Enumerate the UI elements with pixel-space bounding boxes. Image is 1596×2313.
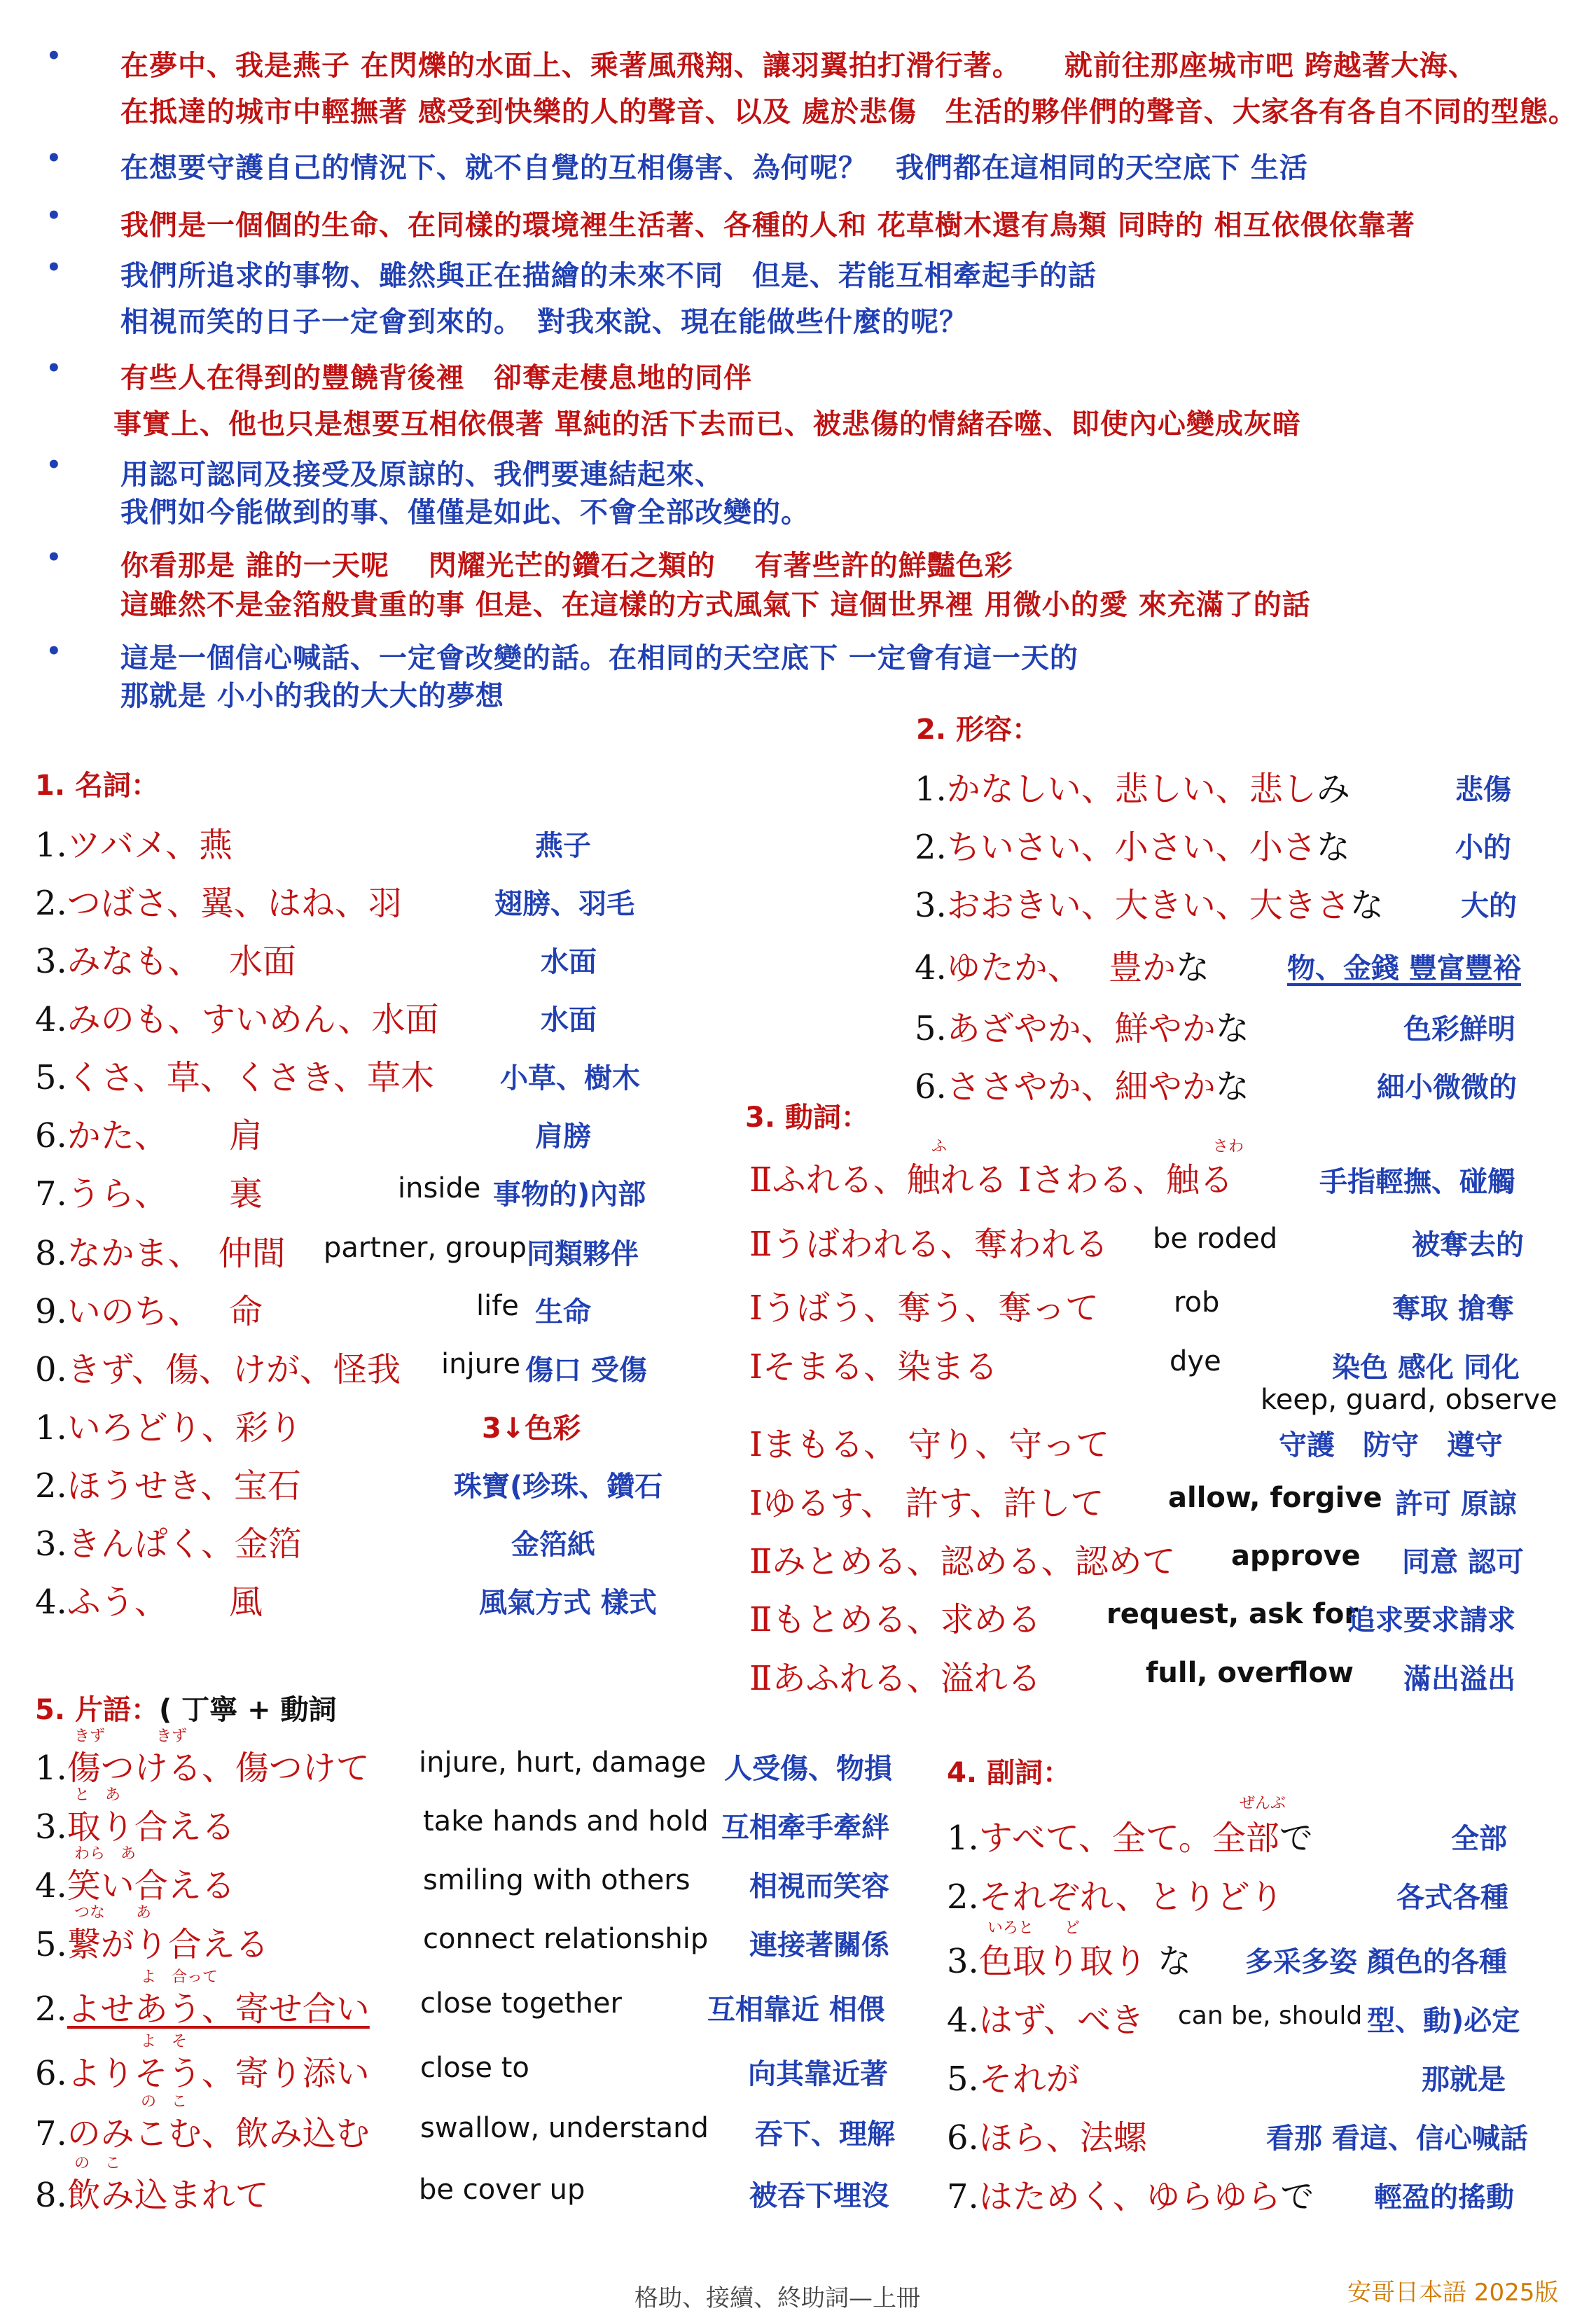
japanese-term: ささやか、細やか	[946, 1067, 1216, 1106]
english-meaning: approve	[1231, 1540, 1361, 1572]
english-meaning: allow, forgive	[1168, 1482, 1382, 1514]
japanese-term: いろどり、彩り	[67, 1408, 303, 1447]
phrase-row	[35, 1800, 235, 1848]
japanese-term: ちいさい、小さい、小さ	[946, 828, 1317, 867]
chinese-meaning: 互相牽手牽絆	[721, 1812, 889, 1844]
item-number: 4.	[947, 2001, 979, 2040]
japanese-term: のみこむ、飲み込む	[67, 2114, 370, 2153]
item-number: 6.	[35, 2054, 67, 2093]
item-number: 8.	[35, 2176, 67, 2215]
item-number: 8.	[35, 1234, 67, 1273]
chinese-meaning: 事物的)內部	[493, 1179, 646, 1211]
vocab-row	[35, 1575, 263, 1623]
vocab-row	[915, 1001, 1249, 1050]
suffix: な	[1349, 886, 1384, 925]
lyric-line: 我們是一個個的生命、在同樣的環境裡生活著、各種的人和 花草樹木還有鳥類 同時的 相互依偎依靠著	[120, 209, 1415, 242]
item-number: 1.	[35, 826, 67, 865]
chinese-meaning: 各式各種	[1396, 1882, 1508, 1914]
verb-term: Ⅱふれる、触れる Ⅰさわる、触る	[749, 1160, 1233, 1200]
japanese-term: はためく、ゆらゆら	[978, 2177, 1281, 2216]
suffix: で	[1279, 1819, 1313, 1858]
furigana: いろと ど	[987, 1919, 1081, 1937]
chinese-meaning: 輕盈的搖動	[1374, 2181, 1514, 2214]
chinese-meaning: 翅膀、羽毛	[494, 888, 634, 920]
japanese-term: ほら、法螺	[978, 2118, 1147, 2158]
suffix: で	[1280, 2177, 1314, 2216]
item-number: 1.	[35, 1749, 67, 1788]
japanese-term: かた、 肩	[67, 1116, 263, 1155]
japanese-term: すべて、全て。全部	[978, 1819, 1279, 1858]
item-number: 2.	[915, 828, 947, 867]
furigana: わら あ	[74, 1845, 137, 1863]
verb-term: Ⅱうばわれる、奪われる	[749, 1225, 1109, 1264]
english-meaning: take hands and hold	[423, 1805, 709, 1838]
english-meaning: close to	[420, 2052, 529, 2084]
vocab-row	[35, 934, 296, 982]
chinese-meaning: 金箔紙	[511, 1529, 595, 1561]
chinese-meaning: 許可 原諒	[1395, 1488, 1517, 1520]
furigana: きず きず	[74, 1728, 187, 1745]
chinese-meaning: 小的	[1455, 832, 1511, 864]
english-meaning: injure, hurt, damage	[419, 1746, 707, 1779]
japanese-term: きず、傷、けが、怪我	[67, 1350, 401, 1389]
vocab-row	[35, 1050, 434, 1099]
japanese-term: はず、べき	[978, 2001, 1144, 2040]
chinese-meaning: 相視而笑容	[749, 1870, 889, 1903]
item-number: 5.	[947, 2060, 979, 2099]
chinese-meaning: 燕子	[535, 830, 591, 862]
vocab-row	[915, 1060, 1249, 1108]
item-number: 4.	[35, 1866, 67, 1905]
item-number: 3.	[915, 886, 947, 925]
english-meaning: full, overflow	[1146, 1657, 1354, 1689]
japanese-term: 色取り取り	[978, 1942, 1147, 1981]
item-number: 3.	[947, 1942, 979, 1981]
chinese-meaning: 型、動)必定	[1367, 2005, 1520, 2037]
chinese-meaning: 那就是	[1422, 2064, 1506, 2096]
lyric-line: 那就是 小小的我的大大的夢想	[120, 680, 504, 712]
chinese-meaning: 傷口 受傷	[525, 1354, 647, 1387]
english-meaning: request, ask for	[1106, 1598, 1359, 1630]
lyric-line: 事實上、他也只是想要互相依偎著 單純的活下去而已、被悲傷的情緒吞噬、即使內心變成灰暗	[113, 408, 1301, 440]
japanese-term: それが	[978, 2060, 1080, 2099]
furigana: よ そ	[74, 2033, 187, 2050]
item-number: 3.	[35, 1524, 67, 1564]
furigana: よ 合って	[74, 1968, 218, 1986]
suffix: な	[1215, 1009, 1249, 1048]
chinese-meaning: 被奪去的	[1412, 1229, 1524, 1261]
verb-term: Ⅰまもる、 守り、守って	[749, 1425, 1110, 1464]
section-title: 1. 名詞：	[35, 770, 159, 802]
bullet: •	[46, 202, 62, 230]
vocab-row	[35, 1226, 286, 1274]
japanese-term: ほうせき、宝石	[67, 1466, 301, 1506]
item-number: 6.	[947, 2118, 979, 2158]
chinese-meaning: 大的	[1461, 890, 1517, 922]
vocab-row	[915, 762, 1350, 810]
vocab-row	[35, 992, 439, 1041]
furigana: の こ	[74, 2155, 121, 2172]
suffix: な	[1146, 1942, 1192, 1981]
japanese-term: なかま、 仲間	[67, 1234, 286, 1273]
section-title-text: 5. 片語：	[35, 1694, 159, 1726]
chinese-meaning: 同意 認可	[1402, 1546, 1524, 1578]
suffix: な	[1176, 948, 1210, 987]
japanese-term: かなしい、悲しい、悲し	[946, 770, 1317, 809]
vocab-row	[35, 1517, 302, 1565]
japanese-term: おおきい、大きい、大きさ	[946, 886, 1350, 925]
japanese-term: ゆたか、 豊か	[946, 948, 1177, 987]
japanese-term: みなも、 水面	[67, 942, 297, 981]
japanese-term: ふう、 風	[67, 1583, 263, 1622]
item-number: 0.	[35, 1350, 67, 1389]
chinese-meaning: 連接著關係	[749, 1929, 889, 1961]
japanese-term: みのも、すいめん、水面	[67, 1000, 439, 1039]
lyric-line: 這是一個信心喊話、一定會改變的話。在相同的天空底下 一定會有這一天的	[120, 642, 1078, 674]
chinese-meaning: 奪取 搶奪	[1392, 1293, 1514, 1325]
vocab-row	[947, 2052, 1080, 2100]
vocab-row	[947, 2169, 1314, 2218]
item-number: 1.	[35, 1408, 67, 1447]
english-meaning: connect relationship	[423, 1923, 709, 1955]
english-meaning: life	[476, 1290, 519, 1322]
section-title	[35, 1688, 337, 1728]
item-number: 3.	[35, 1807, 67, 1847]
vocab-row	[915, 878, 1384, 926]
suffix: な	[1215, 1067, 1249, 1106]
chinese-meaning: 守護 防守 遵守	[1279, 1429, 1503, 1461]
phrase-row	[35, 1859, 235, 1907]
verb-term: Ⅰゆるす、 許す、許して	[749, 1484, 1104, 1523]
chinese-meaning: 全部	[1451, 1823, 1507, 1855]
chinese-meaning: 悲傷	[1455, 774, 1511, 806]
chinese-meaning: 水面	[541, 1004, 597, 1036]
chinese-meaning: 吞下、理解	[755, 2118, 895, 2151]
suffix: み	[1316, 770, 1350, 809]
phrase-row	[35, 2168, 269, 2216]
chinese-meaning: 滿出溢出	[1403, 1663, 1515, 1695]
chinese-meaning: 色彩鮮明	[1403, 1013, 1515, 1046]
english-meaning: rob	[1174, 1286, 1220, 1319]
japanese-term: うら、 裏	[67, 1174, 263, 1214]
section-title: 3. 動詞：	[745, 1102, 869, 1134]
lyric-line: 在想要守護自己的情況下、就不自覺的互相傷害、為何呢？ 我們都在這相同的天空底下 生活	[120, 152, 1308, 184]
chinese-meaning: 同類夥伴	[527, 1238, 639, 1270]
lyric-line: 你看那是 誰的一天呢 閃耀光芒的鑽石之類的 有著些許的鮮豔色彩	[120, 550, 1013, 582]
vocab-row	[35, 1284, 263, 1333]
english-meaning: partner, group	[324, 1232, 527, 1264]
vocab-row	[947, 1993, 1144, 2041]
lyric-line: 我們如今能做到的事、僅僅是如此、不會全部改變的。	[120, 496, 810, 529]
item-number: 4.	[35, 1583, 67, 1622]
japanese-term: くさ、草、くさき、草木	[67, 1058, 434, 1097]
english-meaning: keep, guard, observe	[1261, 1384, 1557, 1416]
vocab-row	[947, 1870, 1284, 1918]
lyric-line: 這雖然不是金箔般貴重的事 但是、在這樣的方式風氣下 這個世界裡 用微小的愛 來充滿了的話	[120, 589, 1311, 621]
vocab-row	[35, 1342, 401, 1391]
item-number: 4.	[35, 1000, 67, 1039]
chinese-meaning: 手指輕撫、碰觸	[1319, 1166, 1515, 1198]
lyric-line: 用認可認同及接受及原諒的、我們要連結起來、	[120, 459, 723, 491]
item-number: 1.	[915, 770, 947, 809]
lyric-line: 在夢中、我是燕子 在閃爍的水面上、乘著風飛翔、讓羽翼拍打滑行著。 就前往那座城市吧 跨越著大海、	[120, 50, 1477, 82]
english-meaning: swallow, understand	[420, 2112, 709, 2144]
furigana: つな あ	[74, 1904, 152, 1922]
japanese-term: それぞれ、とりどり	[978, 1877, 1284, 1917]
item-number: 7.	[947, 2177, 979, 2216]
item-number: 6.	[915, 1067, 947, 1106]
chinese-meaning: 看那 看這、信心喊話	[1266, 2123, 1528, 2155]
japanese-term: よせあう、寄せ合い	[67, 1989, 370, 2029]
japanese-term: つばさ、翼、はね、羽	[67, 884, 402, 923]
item-number: 3.	[35, 942, 67, 981]
vocab-row	[35, 1459, 301, 1507]
japanese-term: 笑い合える	[67, 1866, 235, 1905]
chinese-meaning: 3↓色彩	[482, 1412, 581, 1445]
chinese-meaning: 珠寶(珍珠、鑽石	[454, 1471, 663, 1503]
verb-term: Ⅱみとめる、認める、認めて	[749, 1542, 1176, 1581]
vocab-row	[915, 940, 1209, 989]
item-number: 9.	[35, 1292, 67, 1331]
vocab-row	[35, 1167, 263, 1215]
chinese-meaning: 追求要求請求	[1347, 1604, 1515, 1637]
bullet: •	[46, 543, 62, 571]
footer-center: 格助、接續、終助詞—上冊	[634, 2284, 920, 2312]
vocab-row	[35, 876, 402, 924]
phrase-row	[35, 2046, 370, 2095]
item-number: 5.	[35, 1925, 67, 1964]
chinese-meaning: 細小微微的	[1377, 1071, 1517, 1104]
japanese-term: きんぱく、金箔	[67, 1524, 302, 1564]
footer-right: 安哥日本語 2025版	[1347, 2279, 1559, 2307]
furigana: ふ	[931, 1138, 948, 1155]
vocab-row	[947, 1811, 1313, 1859]
item-number: 7.	[35, 2114, 67, 2153]
english-meaning: smiling with others	[423, 1864, 691, 1896]
item-number: 5.	[915, 1009, 947, 1048]
chinese-meaning: 風氣方式 樣式	[479, 1587, 657, 1619]
item-number: 1.	[947, 1819, 979, 1858]
section-title: 4. 副詞：	[947, 1757, 1071, 1789]
chinese-meaning: 水面	[541, 946, 597, 978]
furigana: さわ	[1213, 1138, 1244, 1155]
chinese-meaning: 多采多姿 顏色的各種	[1245, 1946, 1507, 1978]
phrase-row	[35, 2106, 370, 2155]
japanese-term: あざやか、鮮やか	[946, 1009, 1216, 1048]
chinese-meaning: 生命	[535, 1296, 591, 1328]
chinese-meaning: 肩膀	[535, 1120, 591, 1153]
furigana: ぜんぶ	[1240, 1795, 1286, 1812]
item-number: 5.	[35, 1058, 67, 1097]
phrase-row	[35, 1741, 370, 1789]
vocab-row	[35, 1401, 303, 1449]
bullet: •	[46, 253, 62, 282]
verb-term: Ⅰうばう、奪う、奪って	[749, 1289, 1099, 1328]
item-number: 2.	[35, 1466, 67, 1506]
chinese-meaning: 人受傷、物損	[724, 1753, 892, 1785]
bullet: •	[46, 637, 62, 665]
lyric-line: 相視而笑的日子一定會到來的。 對我來說、現在能做些什麼的呢？	[120, 306, 968, 338]
bullet: •	[46, 354, 62, 382]
item-number: 7.	[35, 1174, 67, 1214]
vocab-row	[947, 2111, 1147, 2159]
bullet: •	[46, 42, 62, 70]
item-number: 2.	[35, 1989, 67, 2029]
chinese-meaning: 互相靠近 相偎	[707, 1994, 885, 2026]
item-number: 4.	[915, 948, 947, 987]
english-meaning: be cover up	[419, 2174, 585, 2206]
phrase-row	[35, 1917, 269, 1966]
bullet: •	[46, 451, 62, 479]
japanese-term: よりそう、寄り添い	[67, 2054, 370, 2093]
japanese-term: 飲み込まれて	[67, 2176, 269, 2215]
lyric-line: 在抵達的城市中輕撫著 感受到快樂的人的聲音、以及 處於悲傷 生活的夥伴們的聲音、大家各有各自不同的型態。	[120, 96, 1577, 128]
japanese-term: 繋がり合える	[67, 1925, 269, 1964]
suffix: な	[1316, 828, 1350, 867]
furigana: の こ	[74, 2093, 187, 2111]
phrase-row	[35, 1982, 370, 2030]
item-number: 2.	[35, 884, 67, 923]
english-meaning: inside	[398, 1172, 481, 1204]
english-meaning: be roded	[1153, 1223, 1278, 1255]
vocab-row	[35, 1109, 263, 1157]
english-meaning: dye	[1170, 1345, 1221, 1377]
japanese-term: 傷つける、傷つけて	[67, 1749, 370, 1788]
item-number: 6.	[35, 1116, 67, 1155]
japanese-term: ツバメ、燕	[67, 826, 233, 865]
lyric-line: 我們所追求的事物、雖然與正在描繪的未來不同 但是、若能互相牽起手的話	[120, 260, 1097, 292]
japanese-term: 取り合える	[67, 1807, 235, 1847]
english-meaning: close together	[420, 1987, 622, 2020]
japanese-term: いのち、 命	[67, 1292, 263, 1331]
english-meaning: injure	[441, 1348, 521, 1380]
vocab-row	[947, 1934, 1191, 1982]
verb-term: Ⅱもとめる、求める	[749, 1600, 1041, 1639]
item-number: 2.	[947, 1877, 979, 1917]
vocab-row	[35, 818, 233, 866]
section-title: 2. 形容：	[916, 714, 1040, 746]
verb-term: Ⅰそまる、染まる	[749, 1347, 998, 1387]
chinese-meaning: 小草、樹木	[500, 1062, 640, 1095]
chinese-meaning: 染色 感化 同化	[1332, 1352, 1520, 1384]
verb-term: Ⅱあふれる、溢れる	[749, 1659, 1041, 1698]
lyric-line: 有些人在得到的豐饒背後裡 卻奪走棲息地的同伴	[120, 362, 752, 394]
chinese-meaning: 向其靠近著	[748, 2058, 888, 2090]
chinese-meaning: 物、金錢 豐富豐裕	[1287, 952, 1521, 985]
vocab-row	[915, 820, 1350, 868]
english-meaning: can be, should	[1178, 2001, 1363, 2030]
bullet: •	[46, 144, 62, 172]
section-title-note: ( 丁寧 + 動詞	[158, 1694, 337, 1726]
chinese-meaning: 被吞下埋沒	[749, 2180, 889, 2212]
furigana: と あ	[74, 1786, 121, 1804]
